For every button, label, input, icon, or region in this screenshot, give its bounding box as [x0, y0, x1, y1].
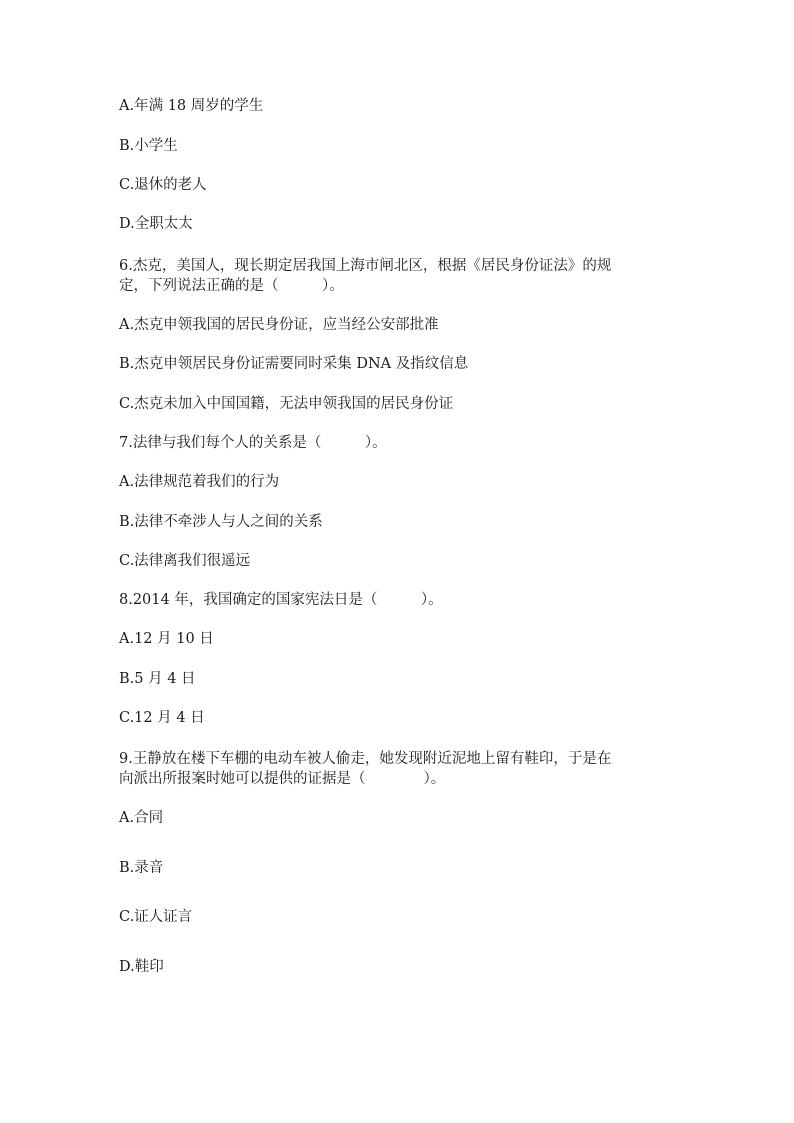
- q8-option-a: A.12 月 10 日: [119, 631, 214, 647]
- q7-option-c: C.法律离我们很遥远: [119, 553, 251, 569]
- q6-option-a: A.杰克申领我国的居民身份证，应当经公安部批准: [119, 317, 439, 333]
- q5-option-c: C.退休的老人: [119, 177, 207, 193]
- q5-option-a: A.年满 18 周岁的学生: [119, 98, 264, 114]
- q7-option-b: B.法律不牵涉人与人之间的关系: [119, 514, 323, 530]
- q8-stem: 8.2014 年，我国确定的国家宪法日是（ ）。: [119, 592, 443, 608]
- q6-stem-line-1: 6.杰克，美国人，现长期定居我国上海市闸北区，根据《居民身份证法》的规: [119, 258, 612, 274]
- q9-option-d: D.鞋印: [119, 959, 164, 975]
- q9-stem-line-2: 向派出所报案时她可以提供的证据是（ ）。: [119, 771, 446, 787]
- q6-option-c: C.杰克未加入中国国籍，无法申领我国的居民身份证: [119, 396, 454, 412]
- q8-option-b: B.5 月 4 日: [119, 671, 196, 687]
- q9-stem-line-1: 9.王静放在楼下车棚的电动车被人偷走，她发现附近泥地上留有鞋印，于是在: [119, 751, 612, 767]
- q7-option-a: A.法律规范着我们的行为: [119, 474, 280, 490]
- q9-option-c: C.证人证言: [119, 909, 193, 925]
- q6-stem-line-2: 定，下列说法正确的是（ ）。: [119, 278, 344, 294]
- q9-option-b: B.录音: [119, 860, 164, 876]
- q8-option-c: C.12 月 4 日: [119, 710, 205, 726]
- q6-option-b: B.杰克申领居民身份证需要同时采集 DNA 及指纹信息: [119, 356, 469, 372]
- q5-option-d: D.全职太太: [119, 216, 193, 232]
- q5-option-b: B.小学生: [119, 138, 178, 154]
- q9-option-a: A.合同: [119, 810, 164, 826]
- q7-stem: 7.法律与我们每个人的关系是（ ）。: [119, 435, 387, 451]
